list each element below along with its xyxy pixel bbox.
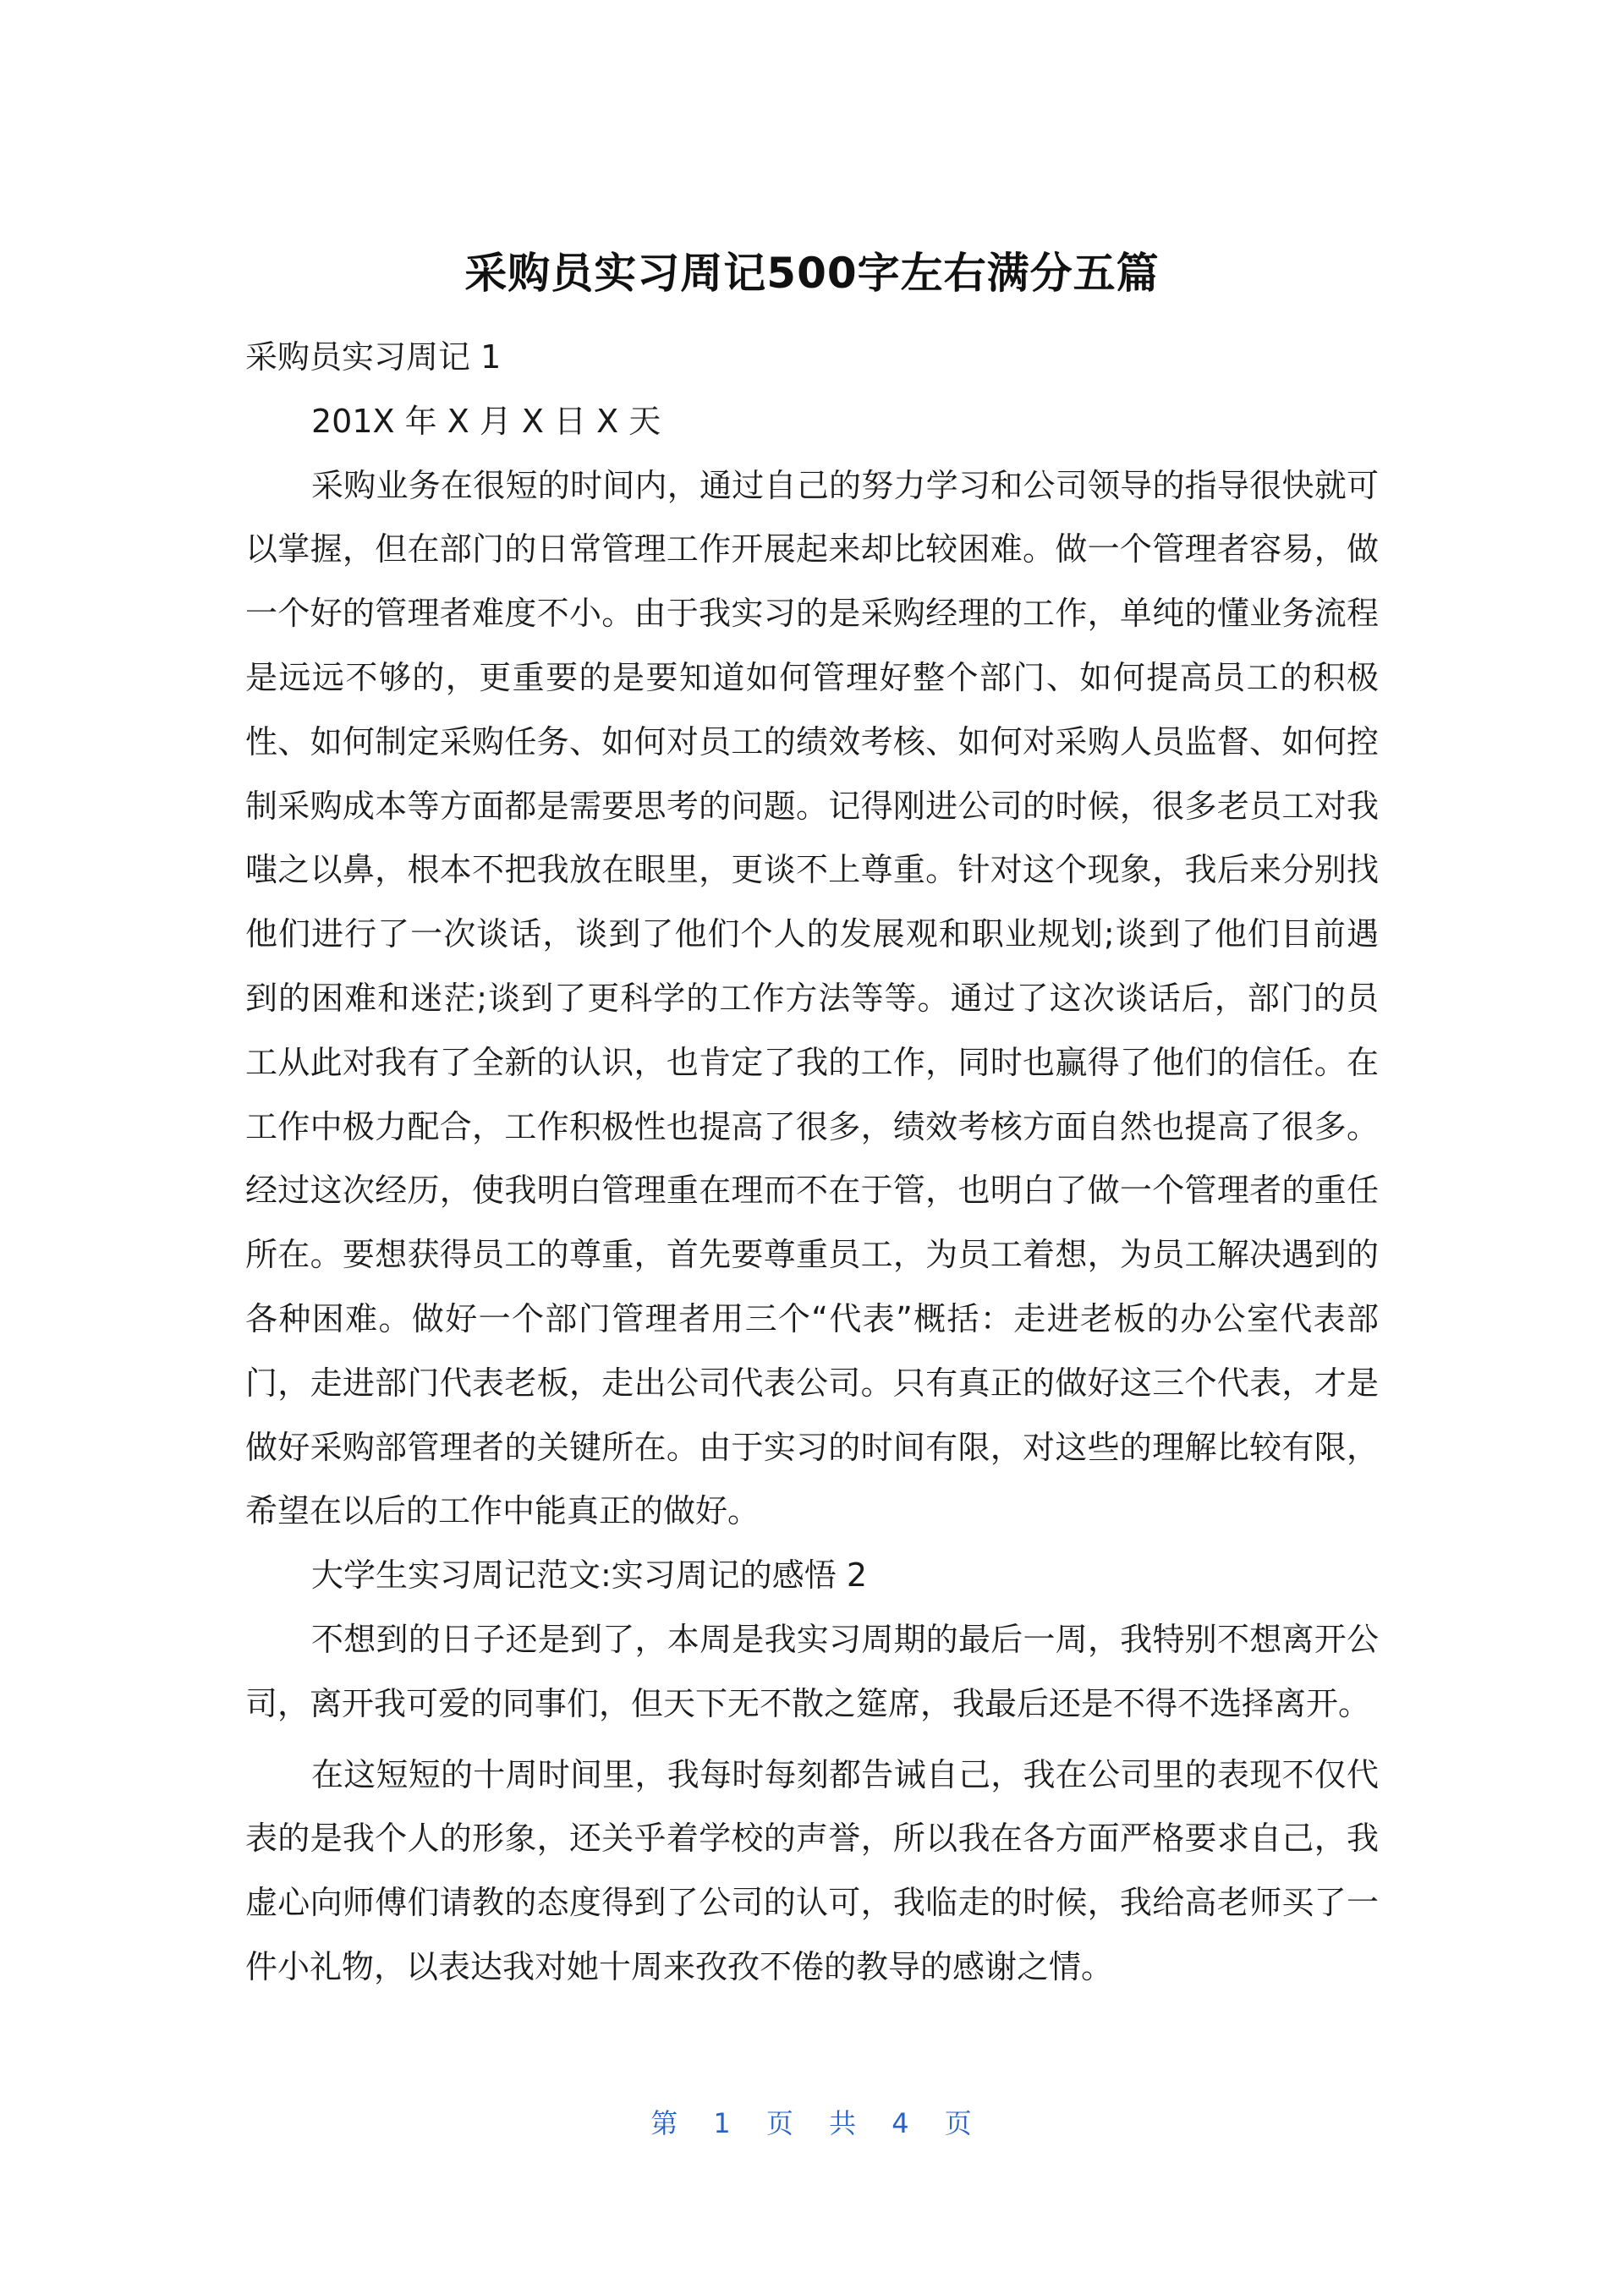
document-title: 采购员实习周记500字左右满分五篇 bbox=[464, 249, 1160, 298]
page-number-footer: 第 1 页 共 4 页 bbox=[650, 2107, 974, 2139]
section-heading-2: 大学生实习周记范文:实习周记的感悟 2 bbox=[311, 1557, 868, 1595]
body-paragraph-2: 不想到的日子还是到了，本周是我实习周期的最后一周，我特别不想离开公司，离开我可爱的同事们，但天下无不散之筵席，我最后还是不得不选择离开。 bbox=[245, 1620, 1379, 1722]
date-line: 201X 年 X 月 X 日 X 天 bbox=[311, 402, 661, 440]
document-body bbox=[245, 326, 1379, 2000]
body-paragraph-1: 采购业务在很短的时间内，通过自己的努力学习和公司领导的指导很快就可以掌握，但在部门的日常管理工作开展起来却比较困难。做一个管理者容易，做一个好的管理者难度不小。由于我实习的是采购经理的工作，单纯的懂业务流程是远远不够的，更重要的是要知道如何管理好整个部门、如何提高员工的积极性、如何制定采购任务、如何对员工的绩效考核、如何对采购人员监督、如何控制采购成本等方面都是需要思考的问题。记得刚进公司的时候，很多老员工对我嗤之以鼻，根本不把我放在眼里，更谈不上尊重。针对这个现象，我后来分别找他们进行了一次谈话，谈到了他们个人的发展观和职业规划;谈到了他们目前遇到的困难和迷茫;谈到了更科学的工作方法等等。通过了这次谈话后，部门的员工从此对我有了全新的认识，也肯定了我的工作，同时也赢得了他们的信任。在工作中极力配合，工作积极性也提高了很多，绩效考核方面自然也提高了很多。经过这次经历，使我明白管理重在理而不在于管，也明白了做一个管理者的重任所在。要想获得员工的尊重，首先要尊重员工，为员工着想，为员工解决遇到的各种困难。做好一个部门管理者用三个“代表”概括：走进老板的办公室代表部门，走进部门代表老板，走出公司代表公司。只有真正的做好这三个代表，才是做好采购部管理者的关键所在。由于实习的时间有限，对这些的理解比较有限，希望在以后的工作中能真正的做好。 bbox=[245, 466, 1379, 1530]
section-heading-1: 采购员实习周记 1 bbox=[245, 338, 502, 376]
body-paragraph-3: 在这短短的十周时间里，我每时每刻都告诫自己，我在公司里的表现不仅代表的是我个人的形象，还关乎着学校的声誉，所以我在各方面严格要求自己，我虚心向师傅们请教的态度得到了公司的认可，我临走的时候，我给高老师买了一件小礼物，以表达我对她十周来孜孜不倦的教导的感谢之情。 bbox=[245, 1755, 1379, 1985]
